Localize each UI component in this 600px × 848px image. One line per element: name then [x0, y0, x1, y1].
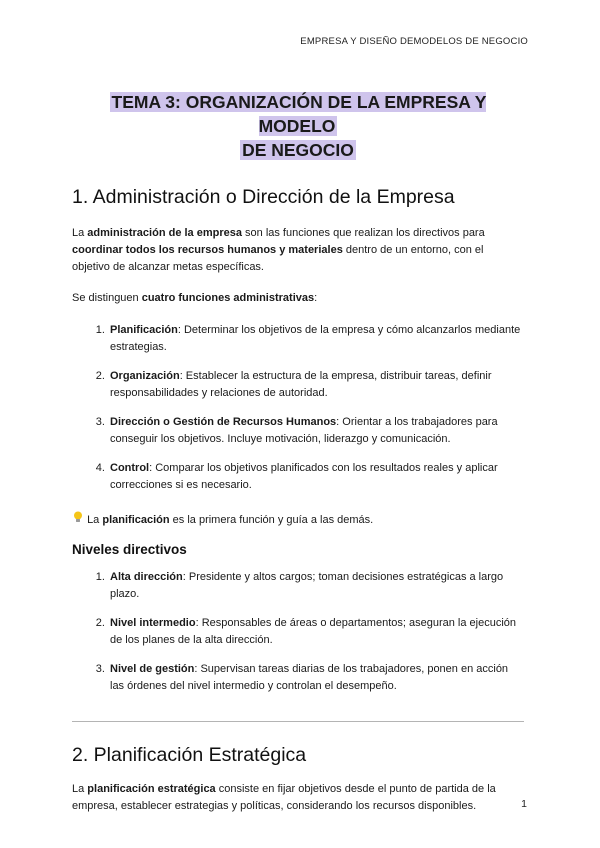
section-2-intro [72, 781, 524, 815]
sec2-bold: planificación estratégica [87, 783, 216, 795]
sec2-text-2: consiste en fijar objetivos desde el punto de partida de la empresa, establecer estrategias y políticas, considerando los recursos disponibles. [72, 783, 496, 812]
title-line-1: TEMA 3: ORGANIZACIÓN DE LA EMPRESA Y MODELO [111, 92, 487, 136]
list-item [108, 460, 524, 494]
tip-bold: planificación [102, 514, 170, 526]
section-2-heading: 2. Planificación Estratégica [72, 744, 307, 766]
intro-text-2: son las funciones que realizan los directivos para [241, 227, 485, 239]
tip-text-1: La [87, 514, 103, 526]
page-number: 1 [521, 798, 527, 810]
list-item-term: Nivel de gestión [110, 663, 195, 675]
lead-text-1: Se distinguen [72, 292, 142, 304]
levels-list [72, 569, 524, 695]
intro-bold-2: coordinar todos los recursos humanos y materiales [72, 244, 343, 256]
list-item-text: : Supervisan tareas diarias de los trabajadores, ponen en acción las órdenes del nivel intermedio y controlan el desempeño. [110, 663, 509, 692]
list-item [108, 414, 524, 448]
list-item-term: Alta dirección [110, 571, 183, 583]
list-item-term: Organización [110, 370, 180, 382]
list-item-term: Planificación [110, 324, 178, 336]
list-item [108, 569, 524, 603]
levels-heading: Niveles directivos [72, 542, 187, 557]
page-content [72, 90, 524, 815]
lead-bold: cuatro funciones administrativas [141, 292, 315, 304]
lead-text-2: : [314, 292, 318, 304]
section-divider [72, 721, 524, 722]
list-item-text: : Presidente y altos cargos; toman decisiones estratégicas a largo plazo. [110, 571, 504, 600]
functions-list [72, 322, 524, 494]
list-item [108, 322, 524, 356]
list-item-text: : Orientar a los trabajadores para conseguir los objetivos. Incluye motivación, liderazgo y comunicación. [110, 416, 498, 445]
list-item-text: : Establecer la estructura de la empresa, distribuir tareas, definir responsabilidades y relaciones de autoridad. [110, 370, 492, 399]
functions-lead [72, 290, 524, 307]
tip-text-2: es la primera función y guía a las demás. [169, 514, 374, 526]
list-item-text: : Determinar los objetivos de la empresa y cómo alcanzarlos mediante estrategias. [110, 324, 521, 353]
lightbulb-icon [72, 511, 84, 529]
list-item-term: Control [110, 462, 150, 474]
document-title [72, 90, 524, 162]
intro-text-3: dentro de un entorno, con el objetivo de alcanzar metas específicas. [72, 244, 484, 273]
running-header: EMPRESA Y DISEÑO DEMODELOS DE NEGOCIO [300, 36, 528, 47]
section-1-heading: 1. Administración o Dirección de la Empresa [72, 186, 455, 208]
list-item-text: : Comparar los objetivos planificados con los resultados reales y aplicar correcciones si es necesario. [110, 462, 498, 491]
intro-bold-1: administración de la empresa [87, 227, 242, 239]
section-1-intro [72, 225, 524, 276]
list-item-term: Dirección o Gestión de Recursos Humanos [110, 416, 337, 428]
list-item-term: Nivel intermedio [110, 617, 196, 629]
list-item-text: : Responsables de áreas o departamentos; aseguran la ejecución de los planes de la alta dirección. [110, 617, 517, 646]
list-item [108, 368, 524, 402]
intro-text-1: La [72, 227, 88, 239]
sec2-text-1: La [72, 783, 88, 795]
tip-callout [72, 511, 524, 529]
list-item [108, 661, 524, 695]
title-line-2: DE NEGOCIO [242, 140, 354, 160]
list-item [108, 615, 524, 649]
